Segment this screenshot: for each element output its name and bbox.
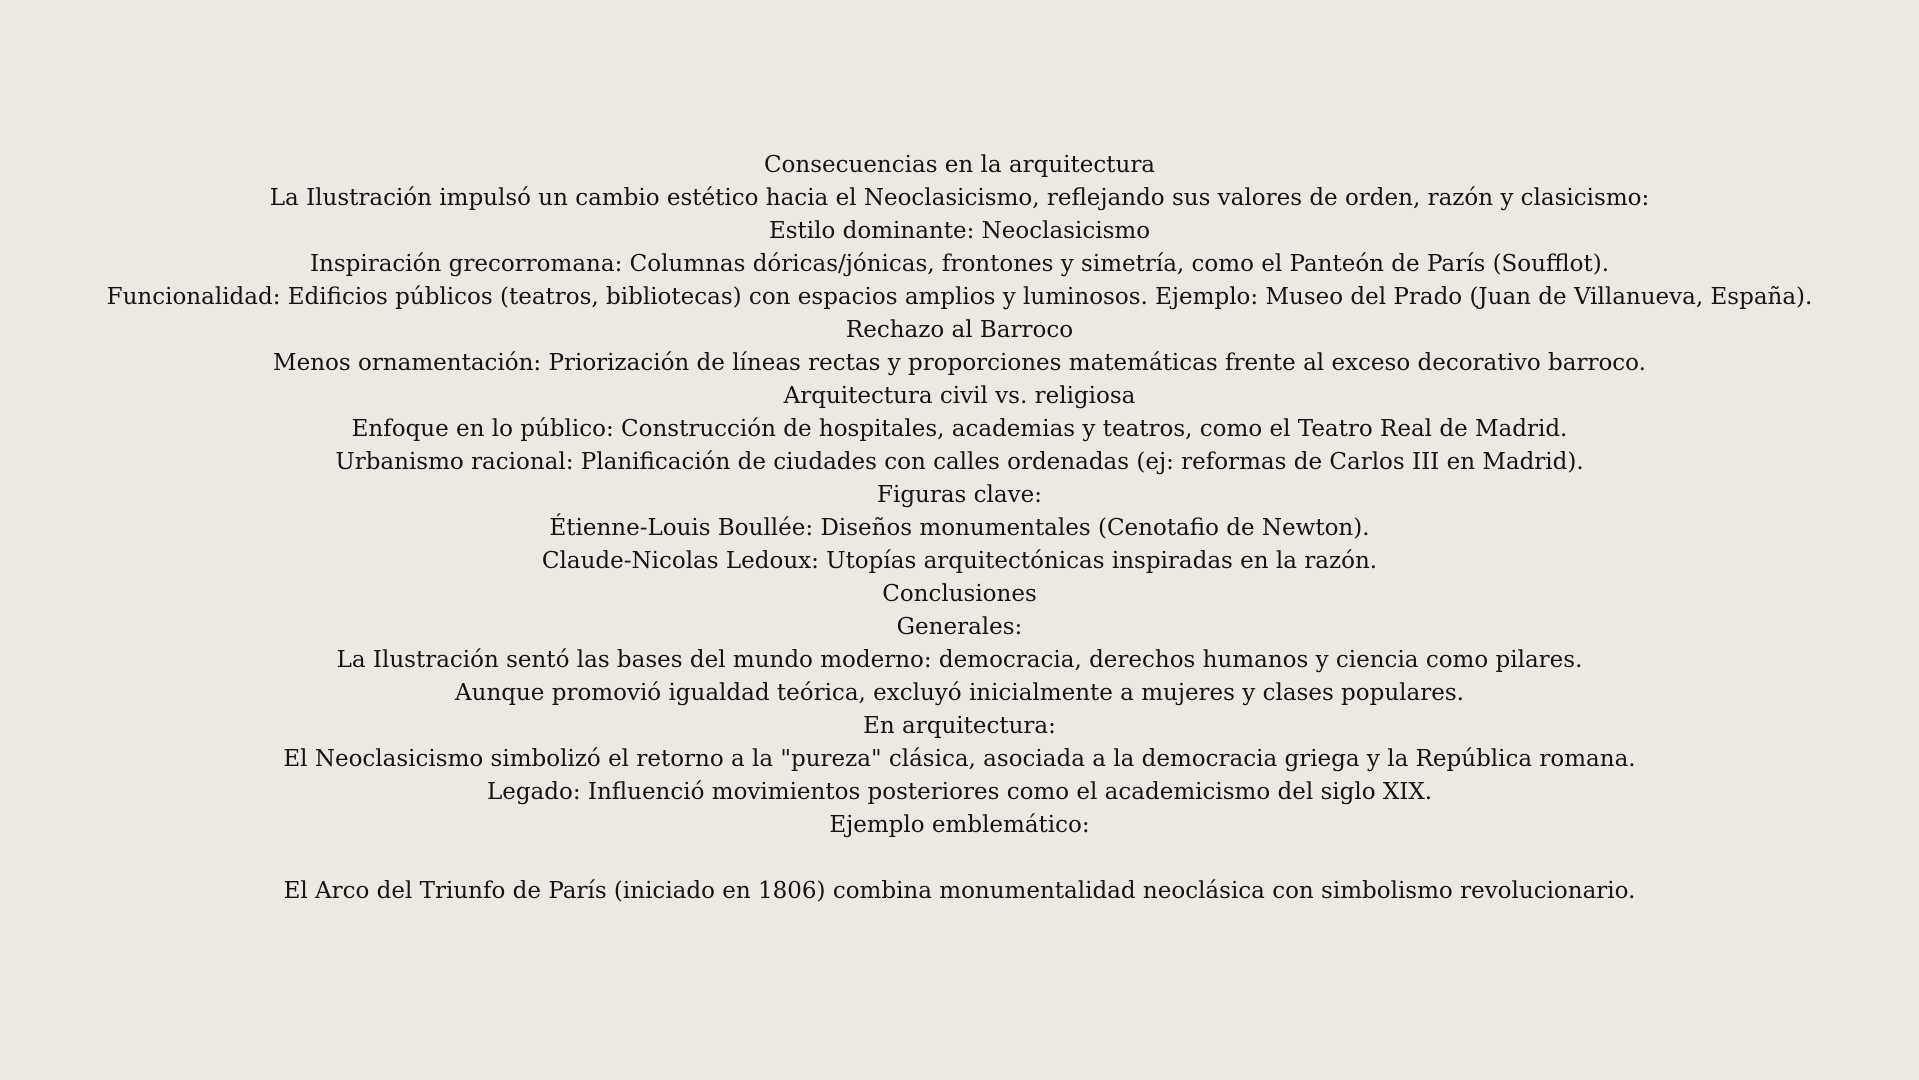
text-line: Aunque promovió igualdad teórica, excluyó inicialmente a mujeres y clases populares.	[455, 680, 1464, 706]
text-line: Enfoque en lo público: Construcción de hospitales, academias y teatros, como el Teatro Real de Madrid.	[351, 416, 1568, 442]
text-line: El Arco del Triunfo de París (iniciado en 1806) combina monumentalidad neoclásica con simbolismo revolucionario.	[283, 878, 1636, 904]
subheading-arquitectura-civil: Arquitectura civil vs. religiosa	[783, 383, 1136, 409]
text-line: Inspiración grecorromana: Columnas dóricas/jónicas, frontones y simetría, como el Panteón de París (Soufflot).	[309, 251, 1610, 277]
heading-conclusiones: Conclusiones	[882, 581, 1037, 607]
subheading-figuras-clave: Figuras clave:	[877, 482, 1042, 508]
blank-line	[60, 842, 1859, 875]
text-line: Claude-Nicolas Ledoux: Utopías arquitectónicas inspiradas en la razón.	[541, 548, 1378, 574]
text-line: Funcionalidad: Edificios públicos (teatros, bibliotecas) con espacios amplios y luminosos. Ejemplo: Museo del Prado (Juan de Villanueva, España).	[106, 284, 1813, 310]
subheading-en-arquitectura: En arquitectura:	[863, 713, 1056, 739]
text-line: Legado: Influenció movimientos posteriores como el academicismo del siglo XIX.	[486, 779, 1433, 805]
text-line: Urbanismo racional: Planificación de ciudades con calles ordenadas (ej: reformas de Carlos III en Madrid).	[335, 449, 1584, 475]
subheading-estilo-dominante: Estilo dominante: Neoclasicismo	[768, 218, 1151, 244]
slide-text-block	[60, 149, 1859, 908]
subheading-rechazo-barroco: Rechazo al Barroco	[845, 317, 1074, 343]
text-line: El Neoclasicismo simbolizó el retorno a la "pureza" clásica, asociada a la democracia griega y la República romana.	[283, 746, 1636, 772]
subheading-generales: Generales:	[896, 614, 1023, 640]
text-line: La Ilustración impulsó un cambio estético hacia el Neoclasicismo, reflejando sus valores de orden, razón y clasicismo:	[269, 185, 1650, 211]
subheading-ejemplo-emblematico: Ejemplo emblemático:	[829, 812, 1090, 838]
text-line: Menos ornamentación: Priorización de líneas rectas y proporciones matemáticas frente al exceso decorativo barroco.	[273, 350, 1646, 376]
text-line: Étienne-Louis Boullée: Diseños monumentales (Cenotafio de Newton).	[549, 515, 1370, 541]
text-line: La Ilustración sentó las bases del mundo moderno: democracia, derechos humanos y ciencia como pilares.	[336, 647, 1583, 673]
heading-consecuencias: Consecuencias en la arquitectura	[763, 152, 1156, 178]
